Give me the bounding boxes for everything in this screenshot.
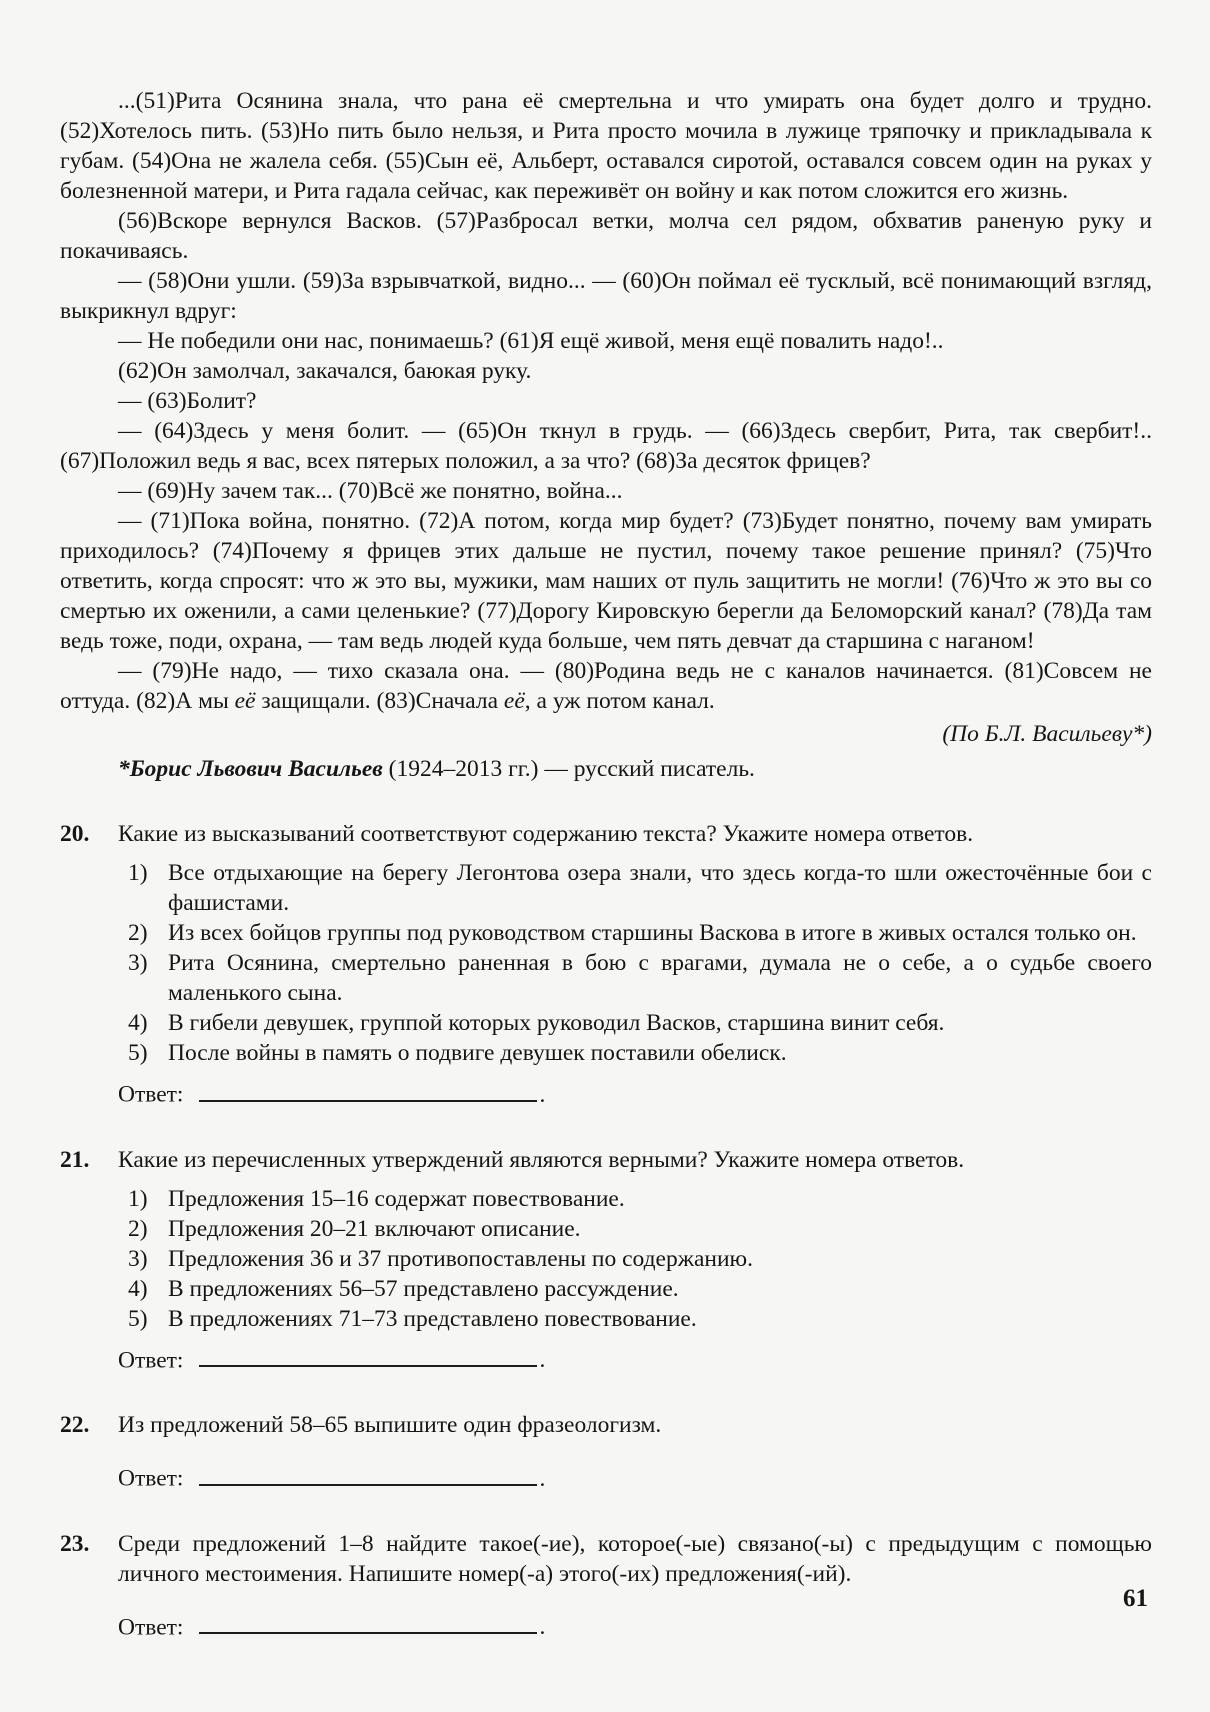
text-paragraph	[60, 416, 1152, 476]
question-prompt: Среди предложений 1–8 найдите такое(-ие), которое(-ые) связано(-ы) с предыдущим с помощью личного местоимения. Напишите номер(-а) этого(-их) предложения(-ий).	[118, 1530, 1152, 1587]
answer-label: Ответ:	[118, 1465, 184, 1492]
question-prompt: Какие из высказываний соответствуют содержанию текста? Укажите номера ответов.	[118, 821, 974, 847]
answer-period: .	[539, 1465, 546, 1492]
sentence-text: — (63)Болит?	[118, 388, 257, 414]
sentence-text: (62)Он замолчал, закачался, баюкая руку.	[118, 358, 532, 384]
question-prompt: Из предложений 58–65 выпишите один фразеологизм.	[118, 1412, 662, 1438]
question-number: 22.	[60, 1412, 90, 1438]
author-bio: (1924–2013 гг.) — русский писатель.	[382, 756, 755, 782]
text-paragraph	[60, 356, 1152, 386]
reading-text	[60, 86, 1152, 784]
question-20	[60, 819, 1152, 1110]
option-number: 1)	[128, 860, 148, 886]
option-item	[128, 1244, 1152, 1274]
sentence-text: — (64)Здесь у меня болит. — (65)Он ткнул в грудь. — (66)Здесь свербит, Рита, так свербит!.. (67)Положил ведь я вас, всех пятерых положил, а за что? (68)За десяток фрицев?	[60, 418, 1152, 474]
text-paragraph	[60, 476, 1152, 506]
question-prompt: Какие из перечисленных утверждений являются верными? Укажите номера ответов.	[118, 1146, 965, 1173]
answer-row	[118, 1342, 1152, 1376]
sentence-text: защищали. (83)Сначала	[255, 688, 504, 714]
text-paragraph	[60, 86, 1152, 206]
option-item	[128, 918, 1152, 948]
text-paragraph	[60, 386, 1152, 416]
sentence-text: — (71)Пока война, понятно. (72)А потом, когда мир будет? (73)Будет понятно, почему вам умирать приходилось? (74)Почему я фрицев этих дальше не пустил, почему такое решение принял? (75)Что ответить, когда спросят: что ж это вы, мужики, мам наших от пуль защитить не могли! (76)Что ж это вы со смертью их оженили, а сами целенькие? (77)Дорогу Кировскую берегли да Беломорский канал? (78)Да там ведь тоже, поди, охрана, — там ведь людей куда больше, чем пять девчат да старшина с наганом!	[60, 508, 1152, 654]
question-content	[118, 819, 1152, 1110]
option-text: В предложениях 71–73 представлено повествование.	[168, 1305, 697, 1332]
option-text: Все отдыхающие на берегу Легонтова озера знали, что здесь когда-то шли ожесточённые бои с фашистами.	[168, 860, 1152, 916]
author-name: *Борис Львович Васильев	[118, 756, 383, 782]
answer-period: .	[539, 1081, 546, 1108]
answer-options	[118, 858, 1152, 1068]
option-number: 2)	[128, 1215, 148, 1242]
option-item	[128, 1274, 1152, 1304]
text-paragraph	[60, 506, 1152, 656]
option-item	[128, 1304, 1152, 1334]
option-item	[128, 948, 1152, 1008]
answer-label: Ответ:	[118, 1614, 184, 1640]
text-attribution: (По Б.Л. Васильеву*)	[942, 721, 1152, 747]
emphasized-word: её	[503, 688, 525, 714]
answer-period: .	[539, 1614, 546, 1640]
option-item	[128, 1214, 1152, 1244]
question-content	[118, 1410, 1152, 1494]
text-paragraph	[60, 656, 1152, 716]
option-text: Предложения 15–16 содержат повествование.	[168, 1185, 625, 1212]
answer-options	[118, 1184, 1152, 1334]
option-text: В предложениях 56–57 представлено рассуждение.	[168, 1275, 679, 1302]
option-item	[128, 1038, 1152, 1068]
answer-label: Ответ:	[118, 1347, 184, 1373]
option-item	[128, 858, 1152, 918]
text-paragraph	[60, 326, 1152, 356]
question-23	[60, 1529, 1152, 1643]
sentence-text: — Не победили они нас, понимаешь? (61)Я ещё живой, меня ещё повалить надо!..	[118, 328, 944, 354]
option-text: После войны в память о подвиге девушек поставили обелиск.	[168, 1040, 787, 1066]
sentence-text: ...(51)Рита Осянина знала, что рана её смертельна и что умирать она будет долго и трудно. (52)Хотелось пить. (53)Но пить было нельзя, и Рита просто мочила в лужице тряпочку и прикладывала к губам. (54)Она не жалела себя. (55)Сын её, Альберт, оставался сиротой, оставался совсем один на руках у болезненной матери, и Рита гадала сейчас, как переживёт он войну и как потом сложится его жизнь.	[60, 88, 1152, 204]
option-text: Предложения 20–21 включают описание.	[168, 1215, 581, 1242]
answer-row	[118, 1076, 1152, 1110]
question-22	[60, 1410, 1152, 1494]
question-number: 20.	[60, 821, 90, 847]
option-text: В гибели девушек, группой которых руководил Васков, старшина винит себя.	[168, 1010, 945, 1036]
text-paragraph	[60, 206, 1152, 266]
option-number: 4)	[128, 1275, 148, 1302]
option-text: Предложения 36 и 37 противопоставлены по содержанию.	[168, 1245, 753, 1272]
option-text: Из всех бойцов группы под руководством старшины Васкова в итоге в живых остался только он.	[168, 920, 1137, 946]
emphasized-word: её	[234, 688, 256, 714]
option-item	[128, 1184, 1152, 1214]
question-content	[118, 1145, 1152, 1376]
sentence-text: , а уж потом канал.	[524, 688, 715, 714]
answer-row	[118, 1609, 1152, 1643]
option-number: 3)	[128, 1245, 148, 1272]
option-number: 3)	[128, 950, 148, 976]
option-number: 1)	[128, 1185, 148, 1212]
answer-row	[118, 1460, 1152, 1494]
question-number: 21.	[60, 1146, 90, 1173]
author-footnote	[60, 754, 1152, 784]
sentence-text: — (79)Не надо, — тихо сказала она. — (80)Родина ведь не с каналов начинается. (81)Совсем не оттуда. (82)А мы	[60, 658, 1152, 714]
option-number: 5)	[128, 1040, 148, 1066]
sentence-text: — (69)Ну зачем так... (70)Всё же понятно, война...	[118, 478, 623, 504]
text-paragraph	[60, 266, 1152, 326]
question-content	[118, 1529, 1152, 1643]
question-21	[60, 1145, 1152, 1376]
answer-period: .	[539, 1347, 546, 1373]
answer-blank-line	[199, 1342, 537, 1368]
option-number: 2)	[128, 920, 148, 946]
answer-blank-line	[199, 1076, 537, 1102]
sentence-text: — (58)Они ушли. (59)За взрывчаткой, видно... — (60)Он поймал её тусклый, всё понимающий взгляд, выкрикнул вдруг:	[60, 268, 1152, 324]
option-text: Рита Осянина, смертельно раненная в бою с врагами, думала не о себе, а о судьбе своего маленького сына.	[168, 950, 1152, 1006]
answer-blank-line	[199, 1609, 537, 1635]
page-number: 61	[1123, 1585, 1148, 1612]
option-number: 4)	[128, 1010, 148, 1036]
option-item	[128, 1008, 1152, 1038]
answer-label: Ответ:	[118, 1081, 184, 1108]
option-number: 5)	[128, 1305, 148, 1332]
question-number: 23.	[60, 1530, 90, 1557]
sentence-text: (56)Вскоре вернулся Васков. (57)Разбросал ветки, молча сел рядом, обхватив раненую руку и покачиваясь.	[60, 208, 1152, 264]
answer-blank-line	[199, 1460, 537, 1486]
